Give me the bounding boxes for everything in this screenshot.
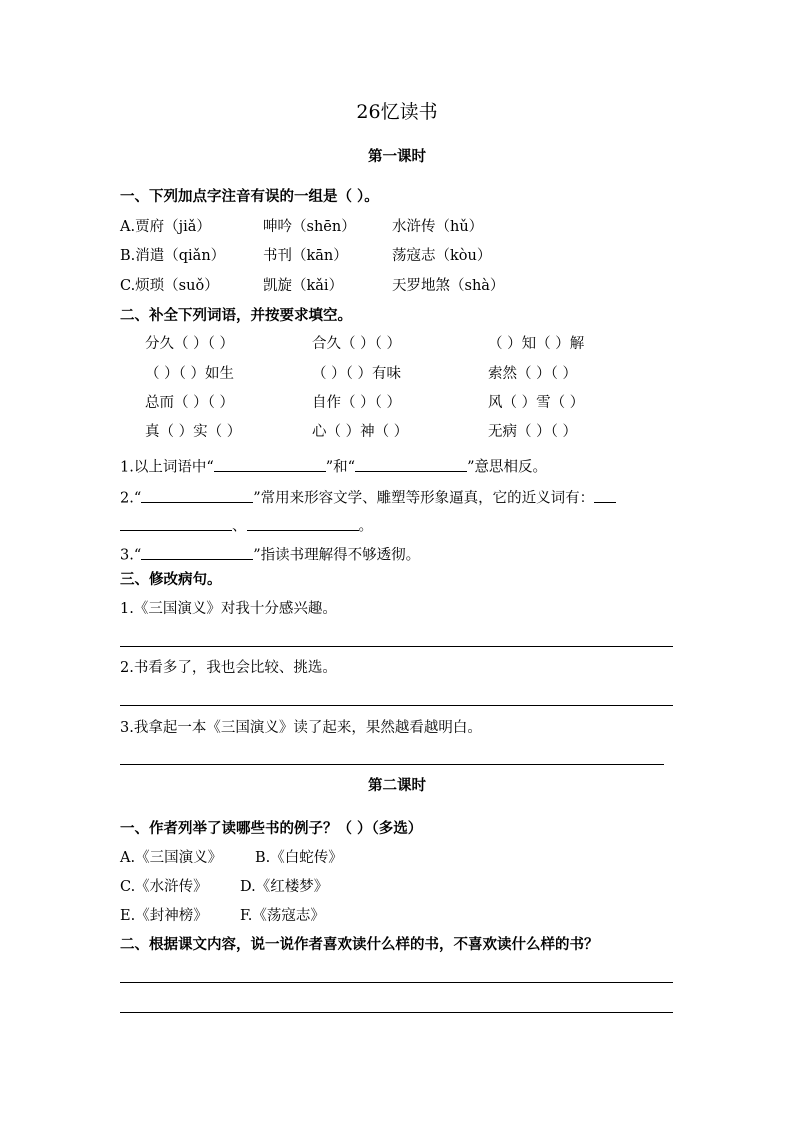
q1-option-a-word2: 呻吟（shēn）: [263, 219, 356, 235]
answer-line[interactable]: [120, 982, 673, 983]
word-fill[interactable]: 分久（ ）（ ）: [145, 336, 234, 352]
word-fill[interactable]: 合久（ ）（ ）: [312, 336, 401, 352]
word-fill[interactable]: 自作（ ）（ ）: [312, 395, 401, 411]
word-fill[interactable]: 索然（ ）（ ）: [488, 366, 577, 382]
answer-blank[interactable]: [141, 487, 253, 503]
q1-option-a: A.贾府（jiǎ）: [120, 219, 211, 235]
word-fill[interactable]: （ ）知（ ）解: [488, 336, 585, 352]
word-fill[interactable]: 真（ ）实（ ）: [145, 424, 242, 440]
q3-prompt: 三、修改病句。: [120, 572, 222, 588]
answer-blank[interactable]: [247, 515, 359, 531]
answer-blank[interactable]: [120, 515, 232, 531]
l2-option: E.《封神榜》: [120, 908, 208, 924]
q1-option-b-word2: 书刊（kān）: [263, 248, 348, 264]
word-fill[interactable]: （ ）（ ）有味: [312, 366, 401, 382]
answer-line[interactable]: [120, 1012, 673, 1013]
page-title: 26忆读书: [356, 101, 438, 123]
l2-option: A.《三国演义》: [120, 850, 223, 866]
answer-line[interactable]: [120, 705, 673, 706]
word-fill[interactable]: （ ）（ ）如生: [145, 366, 234, 382]
answer-blank[interactable]: [141, 544, 253, 560]
q2-sub2-cont: 、 。: [120, 515, 373, 534]
word-fill[interactable]: 无病（ ）（ ）: [488, 424, 577, 440]
answer-line[interactable]: [120, 764, 664, 765]
q2-prompt: 二、补全下列词语，并按要求填空。: [120, 308, 352, 324]
q2-sub3: 3.“ ”指读书理解得不够透彻。: [120, 544, 420, 563]
l2-option: C.《水浒传》: [120, 879, 208, 895]
answer-line[interactable]: [120, 646, 673, 647]
answer-blank[interactable]: [355, 456, 467, 472]
q1-prompt: 一、下列加点字注音有误的一组是（ ）。: [120, 189, 379, 205]
q2-sub2: 2.“ ”常用来形容文学、雕塑等形象逼真，它的近义词有：: [120, 487, 616, 506]
q1-option-a-word3: 水浒传（hǔ）: [392, 219, 484, 235]
l2-option: B.《白蛇传》: [255, 850, 343, 866]
q1-option-c-word3: 天罗地煞（shà）: [392, 278, 505, 294]
q1-option-c: C.烦琐（suǒ）: [120, 278, 219, 294]
q3-item: 1.《三国演义》对我十分感兴趣。: [120, 601, 337, 617]
l2-option: D.《红楼梦》: [240, 879, 329, 895]
q1-option-b: B.消遣（qiǎn）: [120, 248, 226, 264]
q3-item: 2.书看多了，我也会比较、挑选。: [120, 660, 337, 676]
lesson1-heading: 第一课时: [368, 149, 426, 165]
word-fill[interactable]: 总而（ ）（ ）: [145, 395, 234, 411]
word-fill[interactable]: 心（ ）神（ ）: [312, 424, 409, 440]
l2-q1-prompt: 一、作者列举了读哪些书的例子？（ ）（多选）: [120, 821, 423, 837]
lesson2-heading: 第二课时: [368, 778, 426, 794]
q1-option-b-word3: 荡寇志（kòu）: [392, 248, 492, 264]
l2-q2-prompt: 二、根据课文内容，说一说作者喜欢读什么样的书，不喜欢读什么样的书？: [120, 937, 599, 953]
q1-option-c-word2: 凯旋（kǎi）: [263, 278, 344, 294]
q3-item: 3.我拿起一本《三国演义》读了起来，果然越看越明白。: [120, 720, 482, 736]
q2-sub1: 1.以上词语中“ ”和“ ”意思相反。: [120, 456, 547, 475]
word-fill[interactable]: 风（ ）雪（ ）: [488, 395, 585, 411]
answer-blank[interactable]: [594, 487, 616, 503]
l2-option: F.《荡寇志》: [240, 908, 325, 924]
answer-blank[interactable]: [214, 456, 326, 472]
